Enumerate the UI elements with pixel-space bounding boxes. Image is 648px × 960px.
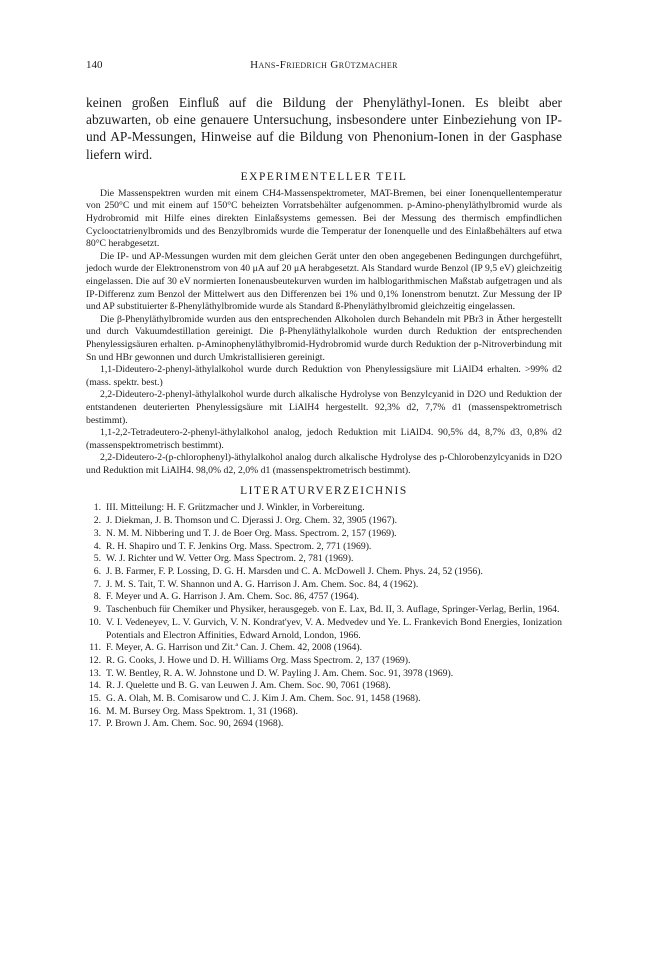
reference-text: N. M. M. Nibbering und T. J. de Boer Org. Mass. Spectrom. 2, 157 (1969). [106,527,397,539]
reference-number: 11. [89,642,101,654]
reference-item [86,541,562,554]
page-header [86,59,562,75]
reference-item [86,655,562,668]
reference-item [86,515,562,528]
reference-number: 15. [88,693,101,705]
experimental-paragraph: Die Massenspektren wurden mit einem CH4-Massenspektrometer, MAT-Bremen, bei einer Ionenquellentemperatur von 250°C und mit einem auf 150°C beheizten Vorratsbehälter aufgenommen. p-Amino-phenyläthylbromid wurde als Hydrobromid mit Hilfe eines direkten Einlaßsystems gemessen. Bei der Messung des thermisch empfindlichen Cyclooctatrienylbromids und des Benzylbromids wurde die Temperatur der Ionenquelle und des Einlaßbehälters auf etwa 80°C herabgesetzt. [86,187,562,250]
reference-item [86,579,562,592]
reference-item [86,591,562,604]
experimental-paragraph: 1,1-2,2-Tetradeutero-2-phenyl-äthylalkohol analog, jedoch Reduktion mit LiAlD4. 90,5% d4, 8,7% d3, 0,8% d2 (massenspektrometrisch bestimmt). [86,427,562,451]
references-heading: LITERATURVERZEICHNIS [240,485,408,498]
page-number: 140 [86,59,103,71]
reference-item [86,680,562,693]
reference-item [86,668,562,681]
reference-number: 7. [93,578,101,590]
reference-item [86,718,562,731]
reference-text: R. G. Cooks, J. Howe und D. H. Williams Org. Mass Spectrom. 2, 137 (1969). [106,654,411,666]
experimental-paragraph: Die β-Phenyläthylbromide wurden aus den entsprechenden Alkoholen durch Behandeln mit PBr3 in Äther hergestellt und durch Vakuumdestillation gereinigt. Die β-Phenyläthylalkohole wurden durch Reduktion der entsprechenden Phenylessigsäuren erhalten. p-Aminophenyläthylbromid-Hydrobromid wurde durch Reduktion der p-Nitroverbindung mit Sn und HBr gewonnen und durch Umkristallisieren gereinigt. [86,313,562,363]
reference-number: 6. [93,565,101,577]
reference-item [86,642,562,655]
reference-text: R. H. Shapiro und T. F. Jenkins Org. Mass. Spectrom. 2, 771 (1969). [106,540,372,552]
reference-text: J. Diekman, J. B. Thomson und C. Djerassi J. Org. Chem. 32, 3905 (1967). [106,515,398,527]
reference-text: J. B. Farmer, F. P. Lossing, D. G. H. Marsden und C. A. McDowell J. Chem. Phys. 24, 52 (1956). [106,565,483,577]
reference-number: 1. [93,502,101,514]
experimental-section [86,188,562,478]
reference-text: F. Meyer, A. G. Harrison und Zit.ª Can. J. Chem. 42, 2008 (1964). [106,642,363,654]
page-body [86,94,562,731]
experimental-paragraph: Die IP- und AP-Messungen wurden mit dem gleichen Gerät unter den oben angegebenen Bedingungen durchgeführt, jedoch wurde der Elektronenstrom von 40 μA auf 20 μA herabgesetzt. Als Standard wurde Benzol (IP 9,5 eV) gleichzeitig eingelassen. Die auf 30 eV normierten Ionenausbeutekurven wurden im halblogarithmischen Maßstab aufgetragen und als IP-Differenz zum Benzol der Mittelwert aus den Differenzen bei 1% und 0,1% Ionenstrom benutzt. Zur Messung der IP und AP substituierter ß-Phenyläthylbromide wurde als Standard ß-Phenyläthylbromid gleichzeitig eingelassen. [86,250,562,313]
reference-number: 12. [88,654,101,666]
reference-number: 16. [88,705,101,717]
reference-text: W. J. Richter und W. Vetter Org. Mass Spectrom. 2, 781 (1969). [106,553,354,565]
reference-item [86,706,562,719]
reference-number: 2. [93,515,101,527]
experimental-heading: EXPERIMENTELLER TEIL [240,170,408,183]
reference-number: 4. [93,540,101,552]
experimental-paragraph: 2,2-Dideutero-2-phenyl-äthylalkohol wurde durch alkalische Hydrolyse von Benzylcyanid in D2O und Reduktion der entstandenen deuterierten Phenylessigsäure mit LiAlH4 hergestellt. 92,3% d2, 7,7% d1 (massenspektrometrisch bestimmt). [86,389,562,426]
reference-text: M. M. Bursey Org. Mass Spektrom. 1, 31 (1968). [106,705,298,717]
reference-number: 9. [93,604,101,616]
reference-item [86,604,562,617]
reference-item [86,502,562,515]
reference-text: G. A. Olah, M. B. Comisarow und C. J. Kim J. Am. Chem. Soc. 91, 1458 (1968). [106,693,421,705]
reference-text: III. Mitteilung: H. F. Grützmacher und J. Winkler, in Vorbereitung. [106,502,365,514]
reference-list [86,502,562,731]
reference-number: 14. [88,680,101,692]
reference-number: 17. [88,718,101,730]
reference-text: V. I. Vedeneyev, L. V. Gurvich, V. N. Kondrat'yev, V. A. Medvedev und Ye. L. Frankevich Bond Energies, Ionization Potentials and Electron Affinities, Edward Arnold, London, 1966. [106,616,562,641]
reference-text: P. Brown J. Am. Chem. Soc. 90, 2694 (1968). [106,718,284,730]
reference-number: 3. [93,527,101,539]
reference-item [86,528,562,541]
reference-text: T. W. Bentley, R. A. W. Johnstone und D. W. Payling J. Am. Chem. Soc. 91, 3978 (1969). [106,667,454,679]
reference-item [86,566,562,579]
reference-number: 5. [93,553,101,565]
intro-paragraph: keinen großen Einfluß auf die Bildung der Phenyläthyl-Ionen. Es bleibt aber abzuwarten, ob eine genauere Untersuchung, insbesondere unter Einbeziehung von IP- und AP-Messungen, Hinweise auf die Bildung von Phenonium-Ionen in der Gasphase liefern wird. [86,95,562,162]
reference-text: R. J. Quelette und B. G. van Leuwen J. Am. Chem. Soc. 90, 7061 (1968). [106,680,391,692]
experimental-paragraph: 1,1-Dideutero-2-phenyl-äthylalkohol wurde durch Reduktion von Phenylessigsäure mit LiAlD4 erhalten. >99% d2 (mass. spektr. best.) [86,364,562,388]
reference-item [86,617,562,642]
running-title: Hans-Friedrich Grützmacher [250,59,398,71]
reference-item [86,553,562,566]
experimental-paragraph: 2,2-Dideutero-2-(p-chlorophenyl)-äthylalkohol analog durch alkalische Hydrolyse des p-Chlorobenzylcyanids in D2O und Reduktion mit LiAlH4. 98,0% d2, 2,0% d1 (massenspektrometrisch bestimmt). [86,452,562,476]
reference-number: 8. [93,591,101,603]
reference-text: J. M. S. Tait, T. W. Shannon und A. G. Harrison J. Am. Chem. Soc. 84, 4 (1962). [106,578,419,590]
reference-text: F. Meyer und A. G. Harrison J. Am. Chem. Soc. 86, 4757 (1964). [106,591,359,603]
reference-text: Taschenbuch für Chemiker und Physiker, herausgegeb. von E. Lax, Bd. II, 3. Auflage, Springer-Verlag, Berlin, 1964. [106,604,560,616]
reference-item [86,693,562,706]
reference-number: 10. [88,616,101,628]
reference-number: 13. [88,667,101,679]
